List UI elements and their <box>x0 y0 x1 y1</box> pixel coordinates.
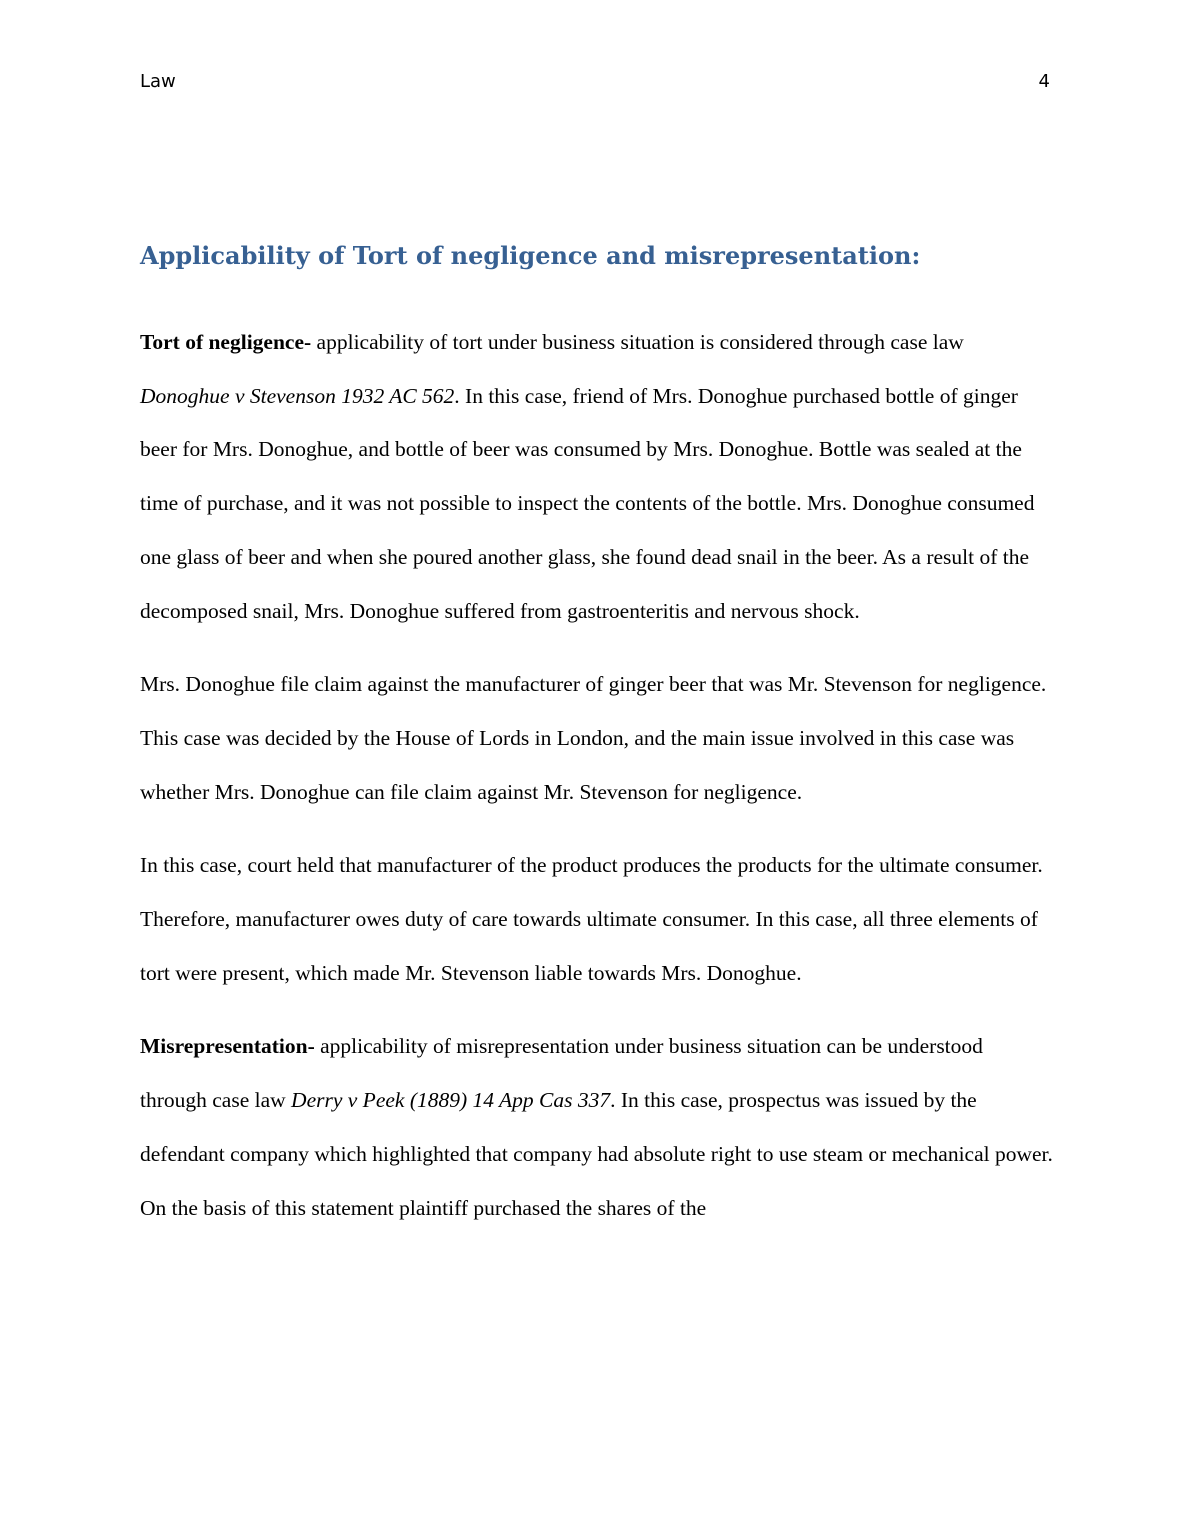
paragraph-text: . In this case, friend of Mrs. Donoghue purchased bottle of ginger beer for Mrs. Donoghue, and bottle of beer was consumed by Mrs. Donoghue. Bottle was sealed at the time of purchase, and it was not possible to inspect the contents of the bottle. Mrs. Donoghue consumed one glass of beer and when she poured another glass, she found dead snail in the beer. As a result of the decomposed snail, Mrs. Donoghue suffered from gastroenteritis and nervous shock. <box>140 383 1035 623</box>
running-head: Law <box>140 71 176 92</box>
paragraph-claim <box>140 658 1055 819</box>
paragraph-tort-of-negligence <box>140 316 1055 638</box>
paragraph-text: . In this case, prospectus was issued by the defendant company which highlighted that company had absolute right to use steam or mechanical power. On the basis of this statement plaintiff purchased the shares of the <box>140 1088 1053 1220</box>
section-heading: Applicability of Tort of negligence and misrepresentation: <box>140 241 921 270</box>
paragraph-court-held <box>140 839 1055 1000</box>
paragraph-text: Mrs. Donoghue file claim against the manufacturer of ginger beer that was Mr. Stevenson for negligence. This case was decided by the House of Lords in London, and the main issue involved in this case was whether Mrs. Donoghue can file claim against Mr. Stevenson for negligence. <box>140 672 1047 804</box>
case-citation: Donoghue v Stevenson 1932 AC 562 <box>140 383 455 408</box>
paragraph-misrepresentation <box>140 1020 1055 1235</box>
paragraph-text: applicability of misrepresentation under business situation can be understood through case law <box>140 1034 983 1113</box>
paragraph-lead-term: Tort of negligence- <box>140 330 312 354</box>
paragraph-text: applicability of tort under business situation is considered through case law <box>311 330 964 354</box>
case-citation: Derry v Peek (1889) 14 App Cas 337 <box>291 1088 611 1113</box>
document-body <box>140 236 1055 1255</box>
paragraph-lead-term: Misrepresentation- <box>140 1034 315 1059</box>
page-number: 4 <box>1038 71 1050 92</box>
paragraph-text: In this case, court held that manufacturer of the product produces the products for the ultimate consumer. Therefore, manufacturer owes duty of care towards ultimate consumer. In this case, all three elements of tort were present, which made Mr. Stevenson liable towards Mrs. Donoghue. <box>140 853 1043 985</box>
